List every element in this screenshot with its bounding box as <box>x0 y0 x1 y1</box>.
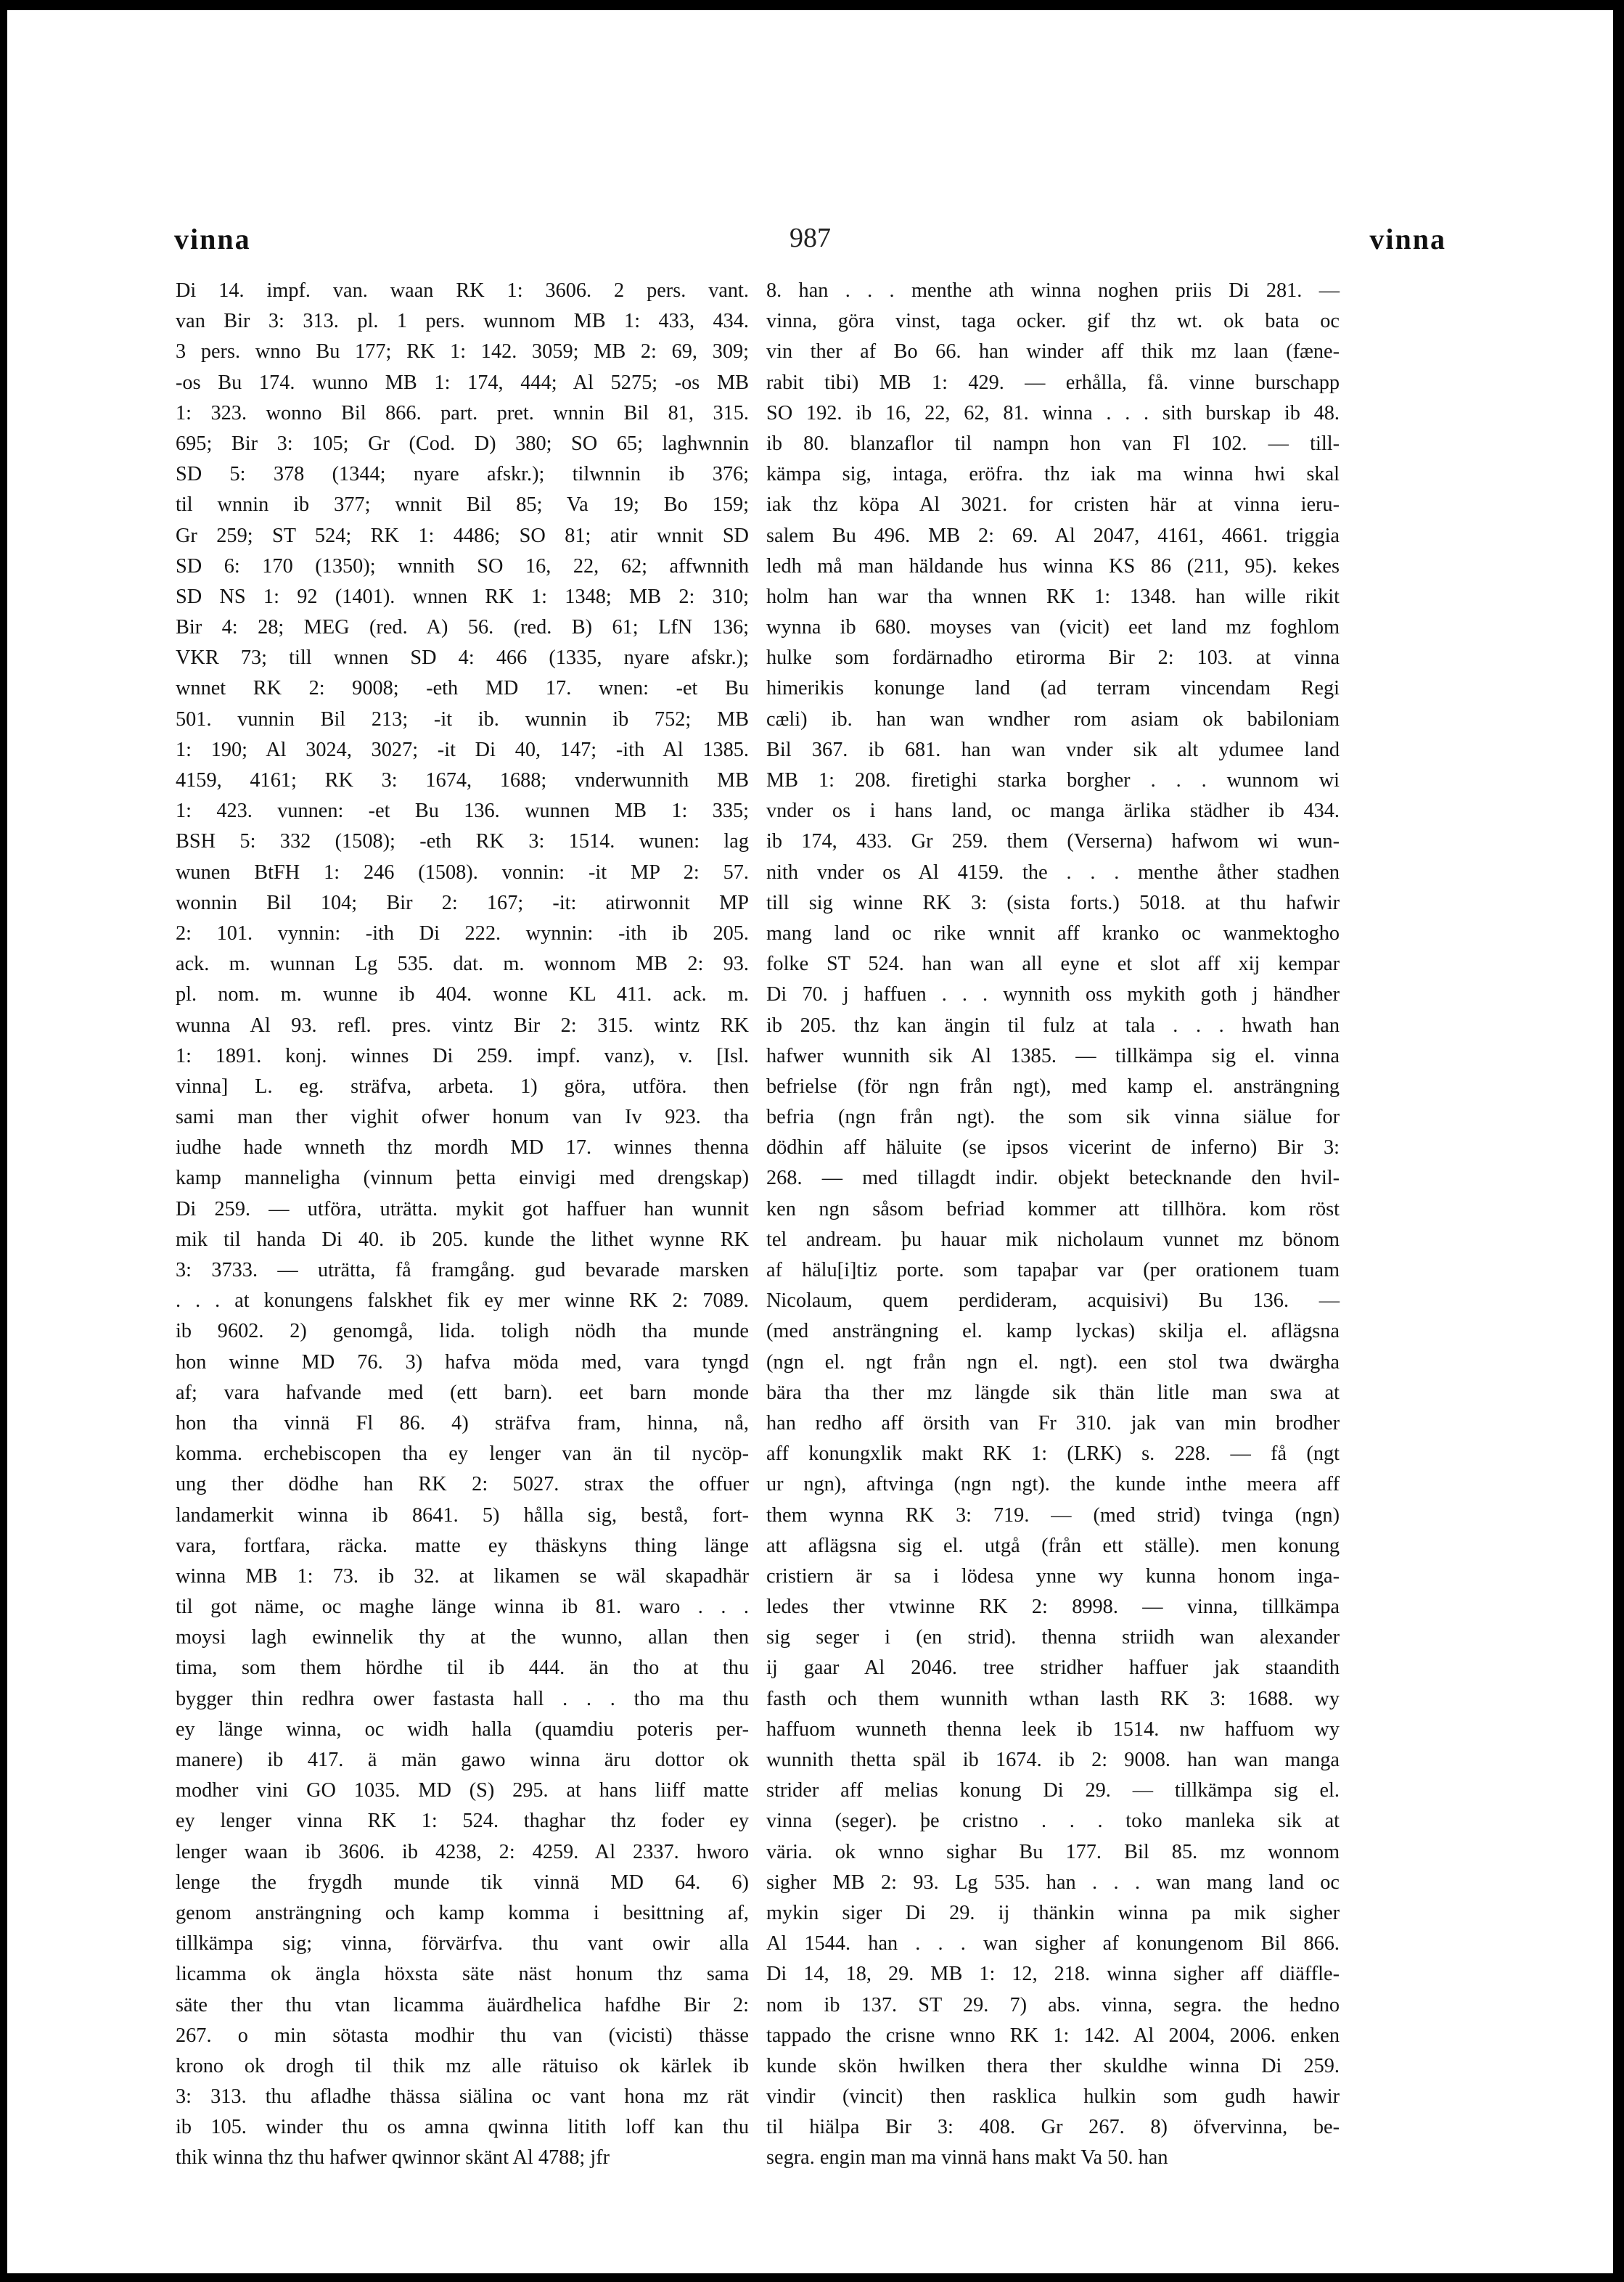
text-line: BSH 5: 332 (1508); -eth RK 3: 1514. wunen: lag <box>176 830 749 853</box>
left-guide-word: vinna <box>174 223 251 255</box>
text-line: befrielse (för ngn från ngt), med kamp el. ansträngning <box>766 1075 1340 1098</box>
text-line: tillkämpa sig; vinna, förvärfva. thu vant owir alla <box>176 1932 749 1955</box>
text-line: mykin siger Di 29. ij thänkin winna pa mik sigher <box>766 1901 1340 1924</box>
text-line: ur ngn), aftvinga (ngn ngt). the kunde inthe meera aff <box>766 1473 1340 1496</box>
text-line: vara, fortfara, räcka. matte ey thäskyns thing länge <box>176 1534 749 1557</box>
text-line: vinna (seger). þe cristno . . . toko manleka sik at <box>766 1810 1340 1833</box>
text-line: vnder os i hans land, oc manga ärlika städher ib 434. <box>766 800 1340 823</box>
text-line: wynna ib 680. moyses van (vicit) eet land mz foghlom <box>766 616 1340 639</box>
text-line: manere) ib 417. ä män gawo winna äru dottor ok <box>176 1749 749 1771</box>
text-line: SO 192. ib 16, 22, 62, 81. winna . . . sith burskap ib 48. <box>766 401 1340 424</box>
text-line: sigher MB 2: 93. Lg 535. han . . . wan mang land oc <box>766 1871 1340 1894</box>
text-line: hafwer wunnith sik Al 1385. — tillkämpa sig el. vinna <box>766 1044 1340 1067</box>
text-line: hon winne MD 76. 3) hafva möda med, vara tyngd <box>176 1350 749 1374</box>
text-line: lenge the frygdh munde tik vinnä MD 64. 6) <box>176 1871 749 1894</box>
text-line: hulke som fordärnadho etirorma Bir 2: 103. at vinna <box>766 647 1340 670</box>
text-line: ack. m. wunnan Lg 535. dat. m. wonnom MB 2: 93. <box>176 953 749 976</box>
text-line: ey lenger vinna RK 1: 524. thaghar thz foder ey <box>176 1810 749 1833</box>
page-number: 987 <box>790 223 831 253</box>
text-line: ib 174, 433. Gr 259. them (Verserna) hafwom wi wun- <box>766 830 1340 853</box>
text-line: cristiern är sa i lödesa ynne wy kunna honom inga- <box>766 1564 1340 1588</box>
text-line: 695; Bir 3: 105; Gr (Cod. D) 380; SO 65; laghwnnin <box>176 432 749 455</box>
text-line: till sig winne RK 3: (sista forts.) 5018. at thu hafwir <box>766 891 1340 914</box>
text-line: moysi lagh ewinnelik thy at the wunno, allan then <box>176 1626 749 1649</box>
text-line: sami man ther vighit ofwer honum van Iv 923. tha <box>176 1106 749 1129</box>
text-line: lenger waan ib 3606. ib 4238, 2: 4259. Al 2337. hworo <box>176 1840 749 1863</box>
text-line: VKR 73; till wnnen SD 4: 466 (1335, nyare afskr.); <box>176 647 749 670</box>
text-line: til got näme, oc maghe länge winna ib 81. waro . . . <box>176 1596 749 1619</box>
text-line: han redho aff örsith van Fr 310. jak van min brodher <box>766 1411 1340 1435</box>
text-line: krono ok drogh til thik mz alle rätuiso ok kärlek ib <box>176 2054 749 2077</box>
text-line: ken ngn såsom befriad kommer att tillhöra. kom röst <box>766 1197 1340 1220</box>
text-line: 268. — med tillagdt indir. objekt betecknande den hvil- <box>766 1167 1340 1190</box>
text-line: Bil 367. ib 681. han wan vnder sik alt ydumee land <box>766 738 1340 761</box>
text-line: landamerkit winna ib 8641. 5) hålla sig, bestå, fort- <box>176 1503 749 1527</box>
text-line: nom ib 137. ST 29. 7) abs. vinna, segra. the hedno <box>766 1993 1340 2016</box>
text-line: wunna Al 93. refl. pres. vintz Bir 2: 315. wintz RK <box>176 1014 749 1037</box>
text-line: ung ther dödhe han RK 2: 5027. strax the offuer <box>176 1473 749 1496</box>
text-line: himerikis konunge land (ad terram vincendam Regi <box>766 677 1340 700</box>
right-guide-word: vinna <box>1369 223 1446 255</box>
text-line: segra. engin man ma vinnä hans makt Va 50. han <box>766 2146 1168 2170</box>
text-line: Di 259. — utföra, uträtta. mykit got haffuer han wunnit <box>176 1197 749 1220</box>
text-line: ij gaar Al 2046. tree stridher haffuer jak staandith <box>766 1657 1340 1680</box>
text-line: til wnnin ib 377; wnnit Bil 85; Va 19; Bo 159; <box>176 493 749 517</box>
text-line: väria. ok wnno sighar Bu 177. Bil 85. mz wonnom <box>766 1840 1340 1863</box>
text-line: ib 105. winder thu os amna qwinna litith loff kan thu <box>176 2116 749 2139</box>
text-line: 501. vunnin Bil 213; -it ib. wunnin ib 752; MB <box>176 707 749 731</box>
text-line: 3 pers. wnno Bu 177; RK 1: 142. 3059; MB 2: 69, 309; <box>176 340 749 364</box>
text-line: tel andream. þu hauar mik nicholaum vunnet mz bönom <box>766 1228 1340 1251</box>
right-column <box>766 276 1340 2170</box>
text-line: vinna, göra vinst, taga ocker. gif thz wt. ok bata oc <box>766 310 1340 333</box>
text-line: ledh må man häldande hus winna KS 86 (211, 95). kekes <box>766 554 1340 578</box>
text-line: thik winna thz thu hafwer qwinnor skänt Al 4788; jfr <box>176 2146 610 2170</box>
text-line: 3: 3733. — uträtta, få framgång. gud bevarade marsken <box>176 1259 749 1281</box>
text-line: 1: 1891. konj. winnes Di 259. impf. vanz), v. [Isl. <box>176 1044 749 1067</box>
text-line: bygger thin redhra ower fastasta hall . . . tho ma thu <box>176 1687 749 1710</box>
text-line: sig seger i (en strid). thenna striidh wan alexander <box>766 1626 1340 1649</box>
text-line: 2: 101. vynnin: -ith Di 222. wynnin: -ith ib 205. <box>176 922 749 945</box>
text-line: vindir (vincit) then rasklica hulkin som gudh hawir <box>766 2085 1340 2109</box>
text-line: pl. nom. m. wunne ib 404. wonne KL 411. ack. m. <box>176 983 749 1006</box>
text-line: bära tha ther mz längde sik thän litle man swa at <box>766 1381 1340 1404</box>
text-line: strider aff melias konung Di 29. — tillkämpa sig el. <box>766 1779 1340 1802</box>
text-line: cæli) ib. han wan wndher rom asiam ok babiloniam <box>766 707 1340 731</box>
text-line: van Bir 3: 313. pl. 1 pers. wunnom MB 1: 433, 434. <box>176 310 749 333</box>
text-line: Di 14. impf. van. waan RK 1: 3606. 2 pers. vant. <box>176 279 749 302</box>
text-line: 3: 313. thu afladhe thässa siälina oc vant hona mz rät <box>176 2085 749 2109</box>
text-line: 1: 423. vunnen: -et Bu 136. wunnen MB 1: 335; <box>176 800 749 823</box>
text-line: befria (ngn från ngt). the som sik vinna siälue for <box>766 1106 1340 1129</box>
text-line: -os Bu 174. wunno MB 1: 174, 444; Al 5275; -os MB <box>176 371 749 394</box>
text-line: MB 1: 208. firetighi starka borgher . . . wunnom wi <box>766 769 1340 792</box>
text-line: 4159, 4161; RK 3: 1674, 1688; vnderwunnith MB <box>176 769 749 792</box>
text-line: SD 5: 378 (1344; nyare afskr.); tilwnnin ib 376; <box>176 463 749 486</box>
text-line: 8. han . . . menthe ath winna noghen priis Di 281. — <box>766 279 1340 302</box>
text-line: . . . at konungens falskhet fik ey mer winne RK 2: 7089. <box>176 1289 749 1313</box>
text-line: wonnin Bil 104; Bir 2: 167; -it: atirwonnit MP <box>176 891 749 914</box>
text-line: genom ansträngning och kamp komma i besittning af, <box>176 1901 749 1924</box>
text-line: hon tha vinnä Fl 86. 4) sträfva fram, hinna, nå, <box>176 1411 749 1435</box>
text-line: til hiälpa Bir 3: 408. Gr 267. 8) öfvervinna, be- <box>766 2116 1340 2139</box>
text-line: tima, som them hördhe til ib 444. än tho at thu <box>176 1657 749 1680</box>
text-line: kämpa sig, intaga, eröfra. thz iak ma winna hwi skal <box>766 463 1340 486</box>
text-line: iudhe hade wnneth thz mordh MD 17. winnes thenna <box>176 1136 749 1160</box>
text-line: rabit tibi) MB 1: 429. — erhålla, få. vinne burschapp <box>766 371 1340 394</box>
text-line: iak thz köpa Al 3021. for cristen här at vinna ieru- <box>766 493 1340 517</box>
text-line: ib 205. thz kan ängin til fulz at tala . . . hwath han <box>766 1014 1340 1037</box>
text-line: fasth och them wunnith wthan lasth RK 3: 1688. wy <box>766 1687 1340 1710</box>
text-line: nith vnder os Al 4159. the . . . menthe åther stadhen <box>766 861 1340 884</box>
text-line: Al 1544. han . . . wan sigher af konungenom Bil 866. <box>766 1932 1340 1955</box>
text-line: wnnet RK 2: 9008; -eth MD 17. wnen: -et Bu <box>176 677 749 700</box>
text-line: Di 70. j haffuen . . . wynnith oss mykith goth j händher <box>766 983 1340 1006</box>
text-line: 1: 190; Al 3024, 3027; -it Di 40, 147; -ith Al 1385. <box>176 738 749 761</box>
text-line: aff konungxlik makt RK 1: (LRK) s. 228. — få (ngt <box>766 1442 1340 1466</box>
text-line: mik til handa Di 40. ib 205. kunde the lithet wynne RK <box>176 1228 749 1251</box>
text-line: wunen BtFH 1: 246 (1508). vonnin: -it MP 2: 57. <box>176 861 749 884</box>
page-header <box>174 222 1446 266</box>
text-line: ib 9602. 2) genomgå, lida. toligh nödh tha munde <box>176 1320 749 1343</box>
text-line: vin ther af Bo 66. han winder aff thik mz laan (fæne- <box>766 340 1340 364</box>
text-line: af hälu[i]tiz porte. som tapaþar var (per orationem tuam <box>766 1259 1340 1281</box>
text-line: salem Bu 496. MB 2: 69. Al 2047, 4161, 4661. triggia <box>766 524 1340 547</box>
left-column <box>176 276 749 2170</box>
text-line: them wynna RK 3: 719. — (med strid) tvinga (ngn) <box>766 1503 1340 1527</box>
text-line: 1: 323. wonno Bil 866. part. pret. wnnin Bil 81, 315. <box>176 401 749 424</box>
dictionary-page <box>7 10 1613 2273</box>
text-line: winna MB 1: 73. ib 32. at likamen se wäl skapadhär <box>176 1564 749 1588</box>
text-line: (ngn el. ngt från ngn el. ngt). een stol twa dwärgha <box>766 1350 1340 1374</box>
text-line: SD NS 1: 92 (1401). wnnen RK 1: 1348; MB 2: 310; <box>176 585 749 608</box>
text-line: wunnith thetta späl ib 1674. ib 2: 9008. han wan manga <box>766 1749 1340 1771</box>
text-line: folke ST 524. han wan all eyne et slot aff xij kempar <box>766 953 1340 976</box>
text-line: mang land oc rike wnnit aff kranko oc wanmektogho <box>766 922 1340 945</box>
text-line: Nicolaum, quem perdideram, acquisivi) Bu 136. — <box>766 1289 1340 1313</box>
text-line: komma. erchebiscopen tha ey lenger van än til nycöp- <box>176 1442 749 1466</box>
text-line: ey länge winna, oc widh halla (quamdiu poteris per- <box>176 1717 749 1741</box>
text-line: att aflägsna sig el. utgå (från ett ställe). men konung <box>766 1534 1340 1557</box>
text-line: säte ther thu vtan licamma äuärdhelica hafdhe Bir 2: <box>176 1993 749 2016</box>
text-line: vinna] L. eg. sträfva, arbeta. 1) göra, utföra. then <box>176 1075 749 1098</box>
text-line: haffuom wunneth thenna leek ib 1514. nw haffuom wy <box>766 1717 1340 1741</box>
text-line: (med ansträngning el. kamp lyckas) skilja el. aflägsna <box>766 1320 1340 1343</box>
text-line: SD 6: 170 (1350); wnnith SO 16, 22, 62; affwnnith <box>176 554 749 578</box>
text-line: licamma ok ängla höxsta säte näst honum thz sama <box>176 1963 749 1986</box>
text-line: Gr 259; ST 524; RK 1: 4486; SO 81; atir wnnit SD <box>176 524 749 547</box>
text-line: holm han war tha wnnen RK 1: 1348. han wille rikit <box>766 585 1340 608</box>
text-line: Di 14, 18, 29. MB 1: 12, 218. winna sigher aff diäffle- <box>766 1963 1340 1986</box>
text-line: kamp manneligha (vinnum þetta einvigi med drengskap) <box>176 1167 749 1190</box>
text-line: modher vini GO 1035. MD (S) 295. at hans liiff matte <box>176 1779 749 1802</box>
text-line: ledes ther vtwinne RK 2: 8998. — vinna, tillkämpa <box>766 1596 1340 1619</box>
text-line: Bir 4: 28; MEG (red. A) 56. (red. B) 61; LfN 136; <box>176 616 749 639</box>
text-line: 267. o min sötasta modhir thu van (vicisti) thässe <box>176 2024 749 2047</box>
text-line: ib 80. blanzaflor til nampn hon van Fl 102. — till- <box>766 432 1340 455</box>
text-line: dödhin aff häluite (se ipsos vicerint de inferno) Bir 3: <box>766 1136 1340 1160</box>
text-line: tappado the crisne wnno RK 1: 142. Al 2004, 2006. enken <box>766 2024 1340 2047</box>
text-line: af; vara hafvande med (ett barn). eet barn monde <box>176 1381 749 1404</box>
text-line: kunde skön hwilken thera ther skuldhe winna Di 259. <box>766 2054 1340 2077</box>
